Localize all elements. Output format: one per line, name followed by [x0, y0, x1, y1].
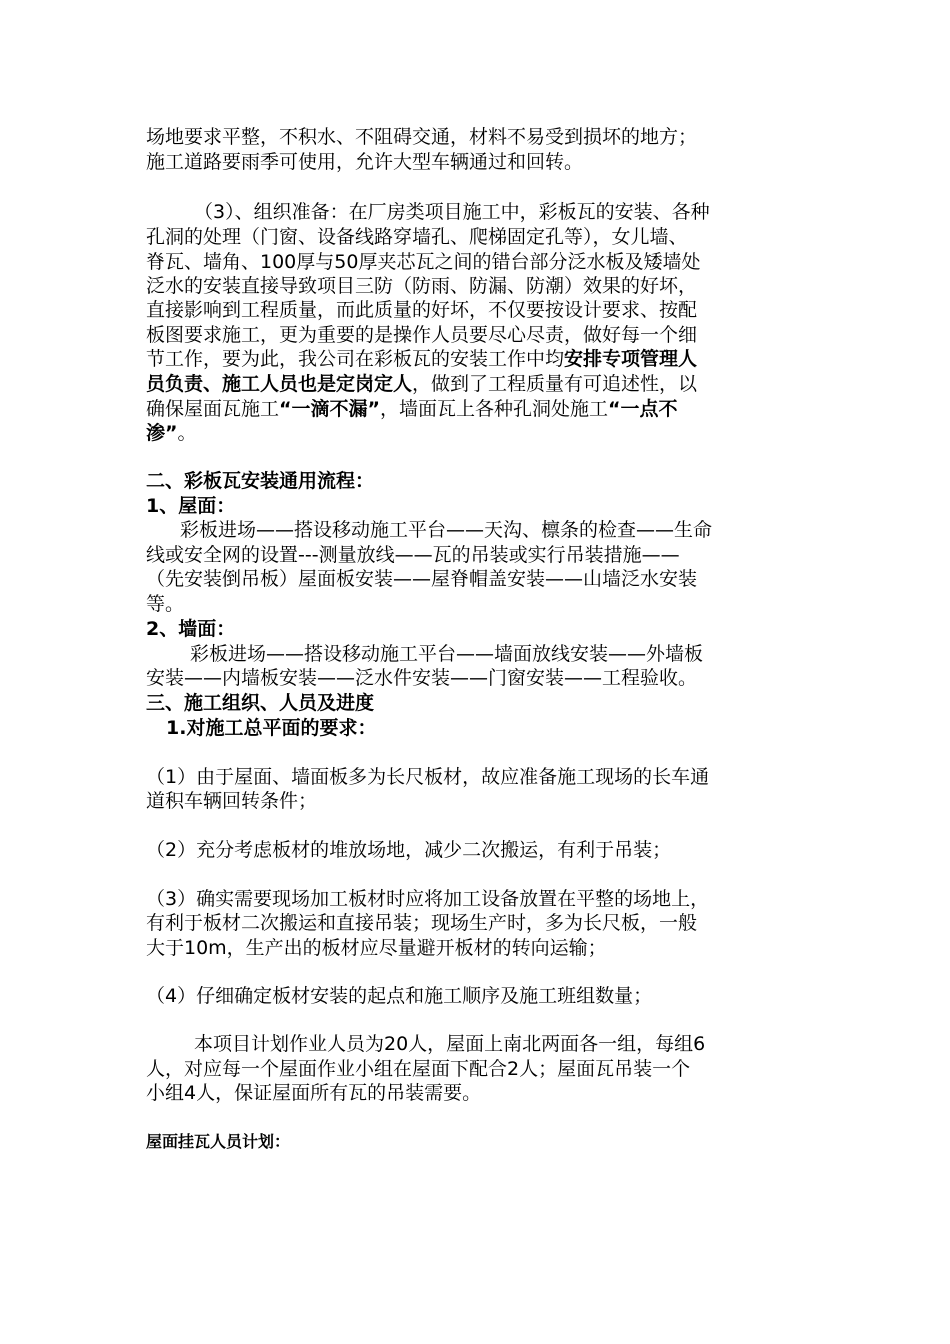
- paragraph-line: 板图要求施工，更为重要的是操作人员要尽心尽责，做好每一个细: [146, 324, 698, 346]
- table-heading: 屋面挂瓦人员计划：: [146, 1132, 291, 1151]
- list-item: （4）仔细确定板材安装的起点和施工顺序及施工班组数量；: [146, 985, 653, 1007]
- paragraph-line: 孔洞的处理（门窗、设备线路穿墙孔、爬梯固定孔等），女儿墙、: [146, 226, 688, 248]
- paragraph-line: 直接影响到工程质量，而此质量的好坏，不仅要按设计要求、按配: [146, 299, 698, 321]
- list-item: （1）由于屋面、墙面板多为长尺板材，故应准备施工现场的长车通: [146, 766, 710, 788]
- text-run: 确保屋面瓦施工: [146, 398, 280, 420]
- bold-text-run: “一点不: [608, 398, 678, 420]
- paragraph-line: 施工道路要雨季可使用，允许大型车辆通过和回转。: [146, 151, 584, 173]
- text-run: 节工作，要为此，我公司在彩板瓦的安装工作中均: [146, 348, 565, 370]
- paragraph-line: 本项目计划作业人员为20人，屋面上南北两面各一组，每组6: [194, 1033, 706, 1055]
- text-run: ，墙面瓦上各种孔洞处施工: [380, 398, 609, 420]
- list-item: 道积车辆回转条件；: [146, 790, 318, 812]
- paragraph-line: 小组4人，保证屋面所有瓦的吊装需要。: [146, 1082, 482, 1104]
- paragraph-line: [146, 347, 697, 371]
- section-heading: 三、施工组织、人员及进度: [146, 692, 375, 714]
- subsection-heading: 2、墙面：: [146, 618, 236, 640]
- paragraph-line: 彩板进场——搭设移动施工平台——墙面放线安装——外墙板: [190, 643, 704, 665]
- paragraph-line: 泛水的安装直接导致项目三防（防雨、防漏、防潮）效果的好坏，: [146, 275, 698, 297]
- section-heading: 二、彩板瓦安装通用流程：: [146, 470, 375, 492]
- paragraph-line: （3）、组织准备：在厂房类项目施工中，彩板瓦的安装、各种: [194, 201, 710, 223]
- paragraph-line: 线或安全网的设置---测量放线——瓦的吊装或实行吊装措施——: [146, 544, 680, 566]
- paragraph-line: 场地要求平整，不积水、不阻碍交通，材料不易受到损坏的地方；: [146, 126, 698, 148]
- subsection-heading: 1、屋面：: [146, 495, 236, 517]
- subsection-heading: 1.对施工总平面的要求：: [166, 717, 377, 739]
- bold-text-run: 员负责、施工人员也是定岗定人: [146, 373, 413, 395]
- bold-text-run: 安排专项管理人: [564, 348, 698, 370]
- bold-text-run: “一滴不漏”: [279, 398, 380, 420]
- list-item: 有利于板材二次搬运和直接吊装；现场生产时，多为长尺板，一般: [146, 912, 698, 934]
- paragraph-line: （先安装倒吊板）屋面板安装——屋脊帽盖安装——山墙泛水安装: [146, 568, 698, 590]
- list-item: 大于10m，生产出的板材应尽量避开板材的转向运输；: [146, 937, 607, 959]
- paragraph-line: 等。: [146, 593, 185, 615]
- text-run: 。: [177, 422, 197, 444]
- paragraph-line: 脊瓦、墙角、100厚与50厚夹芯瓦之间的错台部分泛水板及矮墙处: [146, 251, 701, 273]
- list-item: （3）确实需要现场加工板材时应将加工设备放置在平整的场地上，: [146, 888, 710, 910]
- paragraph-line: 人，对应每一个屋面作业小组在屋面下配合2人；屋面瓦吊装一个: [146, 1058, 691, 1080]
- paragraph-line: [146, 397, 678, 421]
- bold-text-run: 渗”: [146, 422, 178, 444]
- paragraph-line: [146, 372, 697, 396]
- paragraph-line: 安装——内墙板安装——泛水件安装——门窗安装——工程验收。: [146, 667, 698, 689]
- text-run: ，做到了工程质量有可追述性，以: [412, 373, 698, 395]
- list-item: （2）充分考虑板材的堆放场地，减少二次搬运，有利于吊装；: [146, 839, 672, 861]
- paragraph-line: 彩板进场——搭设移动施工平台——天沟、檩条的检查——生命: [180, 519, 713, 541]
- paragraph-line: [146, 421, 197, 445]
